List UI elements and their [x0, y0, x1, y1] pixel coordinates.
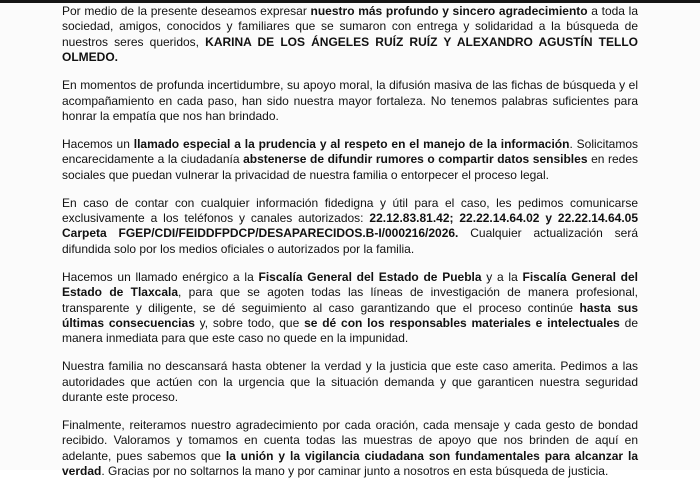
bold-text-run: abstenerse de difundir rumores o compartir datos sensibles [243, 152, 588, 167]
paragraph-thanks [62, 4, 638, 66]
text-run: En momentos de profunda incertidumbre, su apoyo moral, la difusión masiva de las fichas de búsqueda y el acompañamiento en cada paso, han sido nuestra mayor fortaleza. No tenemos palabras suficientes para honrar la empatía que nos han brindado. [62, 78, 638, 123]
text-run: En caso de contar con cualquier información fidedigna y útil para el caso, les pedimos comunicarse exclusivamente a los teléfonos y canales autorizados: [62, 195, 638, 225]
text-run: a toda la sociedad, amigos, conocidos y familiares que se sumaron con entrega y solidaridad a la búsqueda de nuestros seres queridos, [62, 4, 638, 49]
bold-text-run: hasta sus últimas consecuencias [62, 300, 638, 330]
text-run: , para que se agoten todas las líneas de investigación de manera profesional, transparente y diligente, se dé seguimiento al caso garantizando que el proceso continúe [62, 285, 638, 315]
paragraph-closing [62, 418, 638, 480]
text-run: de manera inmediata para que este caso no quede en la impunidad. [62, 315, 639, 346]
top-border [0, 0, 700, 3]
text-run: en redes sociales que puedan vulnerar la privacidad de nuestra familia o entorpecer el proceso legal. [62, 152, 639, 182]
text-run: . Solicitamos encarecidamente a la ciudadanía [62, 136, 639, 167]
paragraph-support [62, 78, 638, 124]
text-run: Hacemos un [62, 136, 134, 151]
bold-text-run: Fiscalía General del Estado de Puebla [258, 269, 482, 284]
paragraph-contact [62, 196, 638, 258]
text-run: Nuestra familia no descansará hasta obtener la verdad y la justicia que este caso amerita. Pedimos a las autoridades que actúen con la urgencia que la situación demanda y que garanticen nuestra seguridad durante este proceso. [62, 359, 638, 405]
statement-document [62, 4, 638, 492]
bold-text-run: se dé con los responsables materiales e intelectuales [304, 315, 620, 330]
bold-text-run: nuestro más profundo y sincero agradecimiento [310, 4, 588, 18]
bold-text-run: llamado especial a la prudencia y al respeto en el manejo de la información [133, 136, 570, 151]
text-run: Finalmente, reiteramos nuestro agradecimiento por cada oración, cada mensaje y cada gesto de bondad recibido. Valoramos y tomamos en cuenta todas las muestras de apoyo que nos brinden de aquí en adelante, pues sabemos que [62, 417, 638, 463]
text-run: y a la [481, 269, 523, 284]
bold-text-run: KARINA DE LOS ÁNGELES RUÍZ RUÍZ Y ALEXANDRO AGUSTÍN TELLO OLMEDO. [62, 34, 638, 65]
bold-text-run: la unión y la vigilancia ciudadana son fundamentales para alcanzar la verdad [62, 448, 638, 479]
bold-text-run: 22.12.83.81.42; 22.22.14.64.02 y 22.22.14.64.05 Carpeta FGEP/CDI/FEIDDFPDCP/DESAPARECIDOS.B-I/000216/2026. [62, 210, 638, 241]
paragraph-prudence [62, 137, 638, 183]
paragraph-justice [62, 359, 638, 405]
text-run: . Gracias por no soltarnos la mano y por caminar junto a nosotros en esta búsqueda de justicia. [101, 464, 609, 479]
paragraph-authorities [62, 270, 638, 347]
bold-text-run: Fiscalía General del Estado de Tlaxcala [62, 269, 638, 300]
text-run: Hacemos un llamado enérgico a la [62, 269, 259, 284]
text-run: Cualquier actualización será difundida solo por los medios oficiales o autorizados por la familia. [62, 226, 639, 256]
text-run: y, sobre todo, que [194, 315, 305, 330]
text-run: Por medio de la presente deseamos expresar [62, 4, 311, 18]
